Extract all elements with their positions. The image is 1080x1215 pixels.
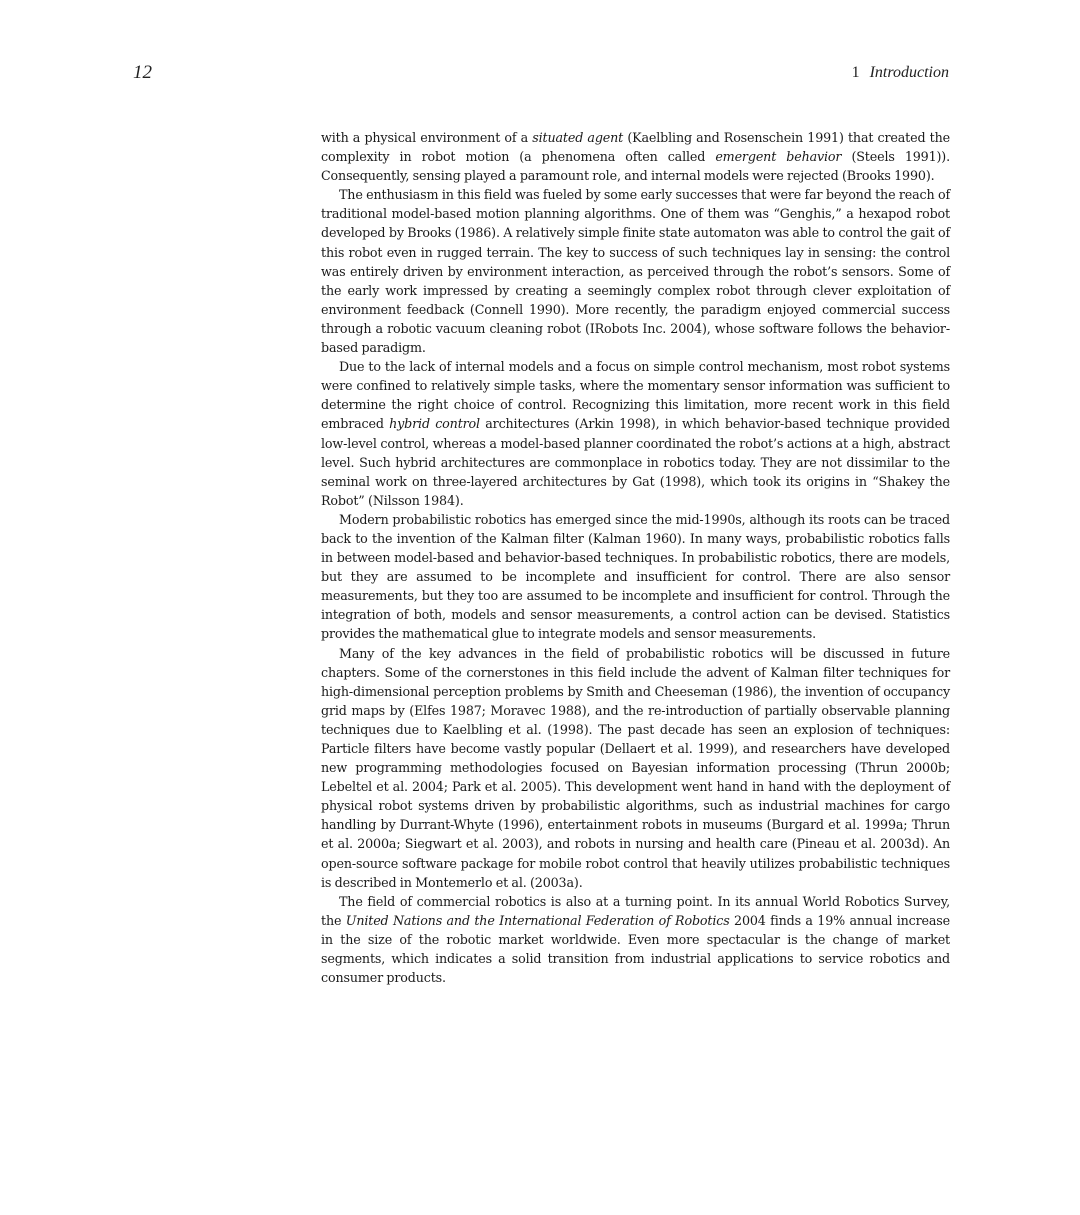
body-text xyxy=(321,128,950,987)
paragraph xyxy=(321,644,950,892)
running-head xyxy=(852,64,949,82)
emphasis-term: hybrid control xyxy=(389,416,480,432)
text-run: Due to the lack of internal models and a focus on simple control mechanism, most robot systems were confined to relatively simple tasks, where the momentary sensor information was sufficient to determine the right choice of control. Recognizing this limitation, more recent work in this field embraced xyxy=(321,359,950,432)
text-run: Modern probabilistic robotics has emerged since the mid-1990s, although its roots can be traced back to the invention of the Kalman filter (Kalman 1960). In many ways, probabilistic robotics falls in between model-based and behavior-based techniques. In probabilistic robotics, there are models, but they are assumed to be incomplete and insufficient for control. There are also sensor measurements, but they too are assumed to be incomplete and insufficient for control. Through the integration of both, models and sensor measurements, a control action can be devised. Statistics provides the mathematical glue to integrate models and sensor measurements. xyxy=(321,511,950,642)
paragraph xyxy=(321,185,950,357)
text-run: (Steels 1991)). Consequently, sensing played a paramount role, and internal models were rejected (Brooks 1990). xyxy=(321,149,950,184)
emphasis-term: emergent behavior xyxy=(715,149,842,165)
paragraph xyxy=(321,510,950,644)
paragraph xyxy=(321,892,950,987)
text-run: The enthusiasm in this field was fueled by some early successes that were far beyond the reach of traditional model-based motion planning algorithms. One of them was “Genghis,” a hexapod robot developed by Brooks (1986). A relatively simple finite state automaton was able to control the gait of this robot even in rugged terrain. The key to success of such techniques lay in sensing: the control was entirely driven by environment interaction, as perceived through the robot’s sensors. Some of the early work impressed by creating a seemingly complex robot through clever exploitation of environment feedback (Connell 1990). More recently, the paradigm enjoyed commercial success through a robotic vacuum cleaning robot (IRobots Inc. 2004), whose software follows the behavior-based paradigm. xyxy=(321,187,950,356)
page-number: 12 xyxy=(133,62,152,83)
text-run: with a physical environment of a xyxy=(321,130,533,145)
paragraph xyxy=(321,128,950,185)
chapter-number: 1 xyxy=(851,64,860,81)
chapter-title: Introduction xyxy=(869,64,949,81)
text-run: 2004 finds a 19% annual increase in the size of the robotic market worldwide. Even more spectacular is the change of market segments, which indicates a solid transition from industrial applications to service robotics and consumer products. xyxy=(321,912,950,986)
text-run: The field of commercial robotics is also at a turning point. In its annual World Robotics Survey, the xyxy=(321,893,950,928)
paragraph xyxy=(321,357,950,510)
emphasis-term: situated agent xyxy=(532,130,624,145)
emphasis-term: United Nations and the International Federation of Robotics xyxy=(345,912,730,928)
text-run: Many of the key advances in the field of probabilistic robotics will be discussed in future chapters. Some of the cornerstones in this field include the advent of Kalman filter techniques for high-dimensional perception problems by Smith and Cheeseman (1986), the invention of occupancy grid maps by (Elfes 1987; Moravec 1988), and the re-introduction of partially observable planning techniques due to Kaelbling et al. (1998). The past decade has seen an explosion of techniques: Particle filters have become vastly popular (Dellaert et al. 1999), and researchers have developed new programming methodologies focused on Bayesian information processing (Thrun 2000b; Lebeltel et al. 2004; Park et al. 2005). This development went hand in hand with the deployment of physical robot systems driven by probabilistic algorithms, such as industrial machines for cargo handling by Durrant-Whyte (1996), entertainment robots in museums (Burgard et al. 1999a; Thrun et al. 2000a; Siegwart et al. 2003), and robots in nursing and health care (Pineau et al. 2003d). An open-source software package for mobile robot control that heavily utilizes probabilistic techniques is described in Montemerlo et al. (2003a). xyxy=(321,645,950,890)
text-run: (Kaelbling and Rosenschein 1991) that created the complexity in robot motion (a phenomena often called xyxy=(321,130,950,165)
text-run: architectures (Arkin 1998), in which behavior-based technique provided low-level control, whereas a model-based planner coordinated the robot’s actions at a high, abstract level. Such hybrid architectures are commonplace in robotics today. They are not dissimilar to the seminal work on three-layered architectures by Gat (1998), which took its origins in “Shakey the Robot” (Nilsson 1984). xyxy=(321,416,950,508)
